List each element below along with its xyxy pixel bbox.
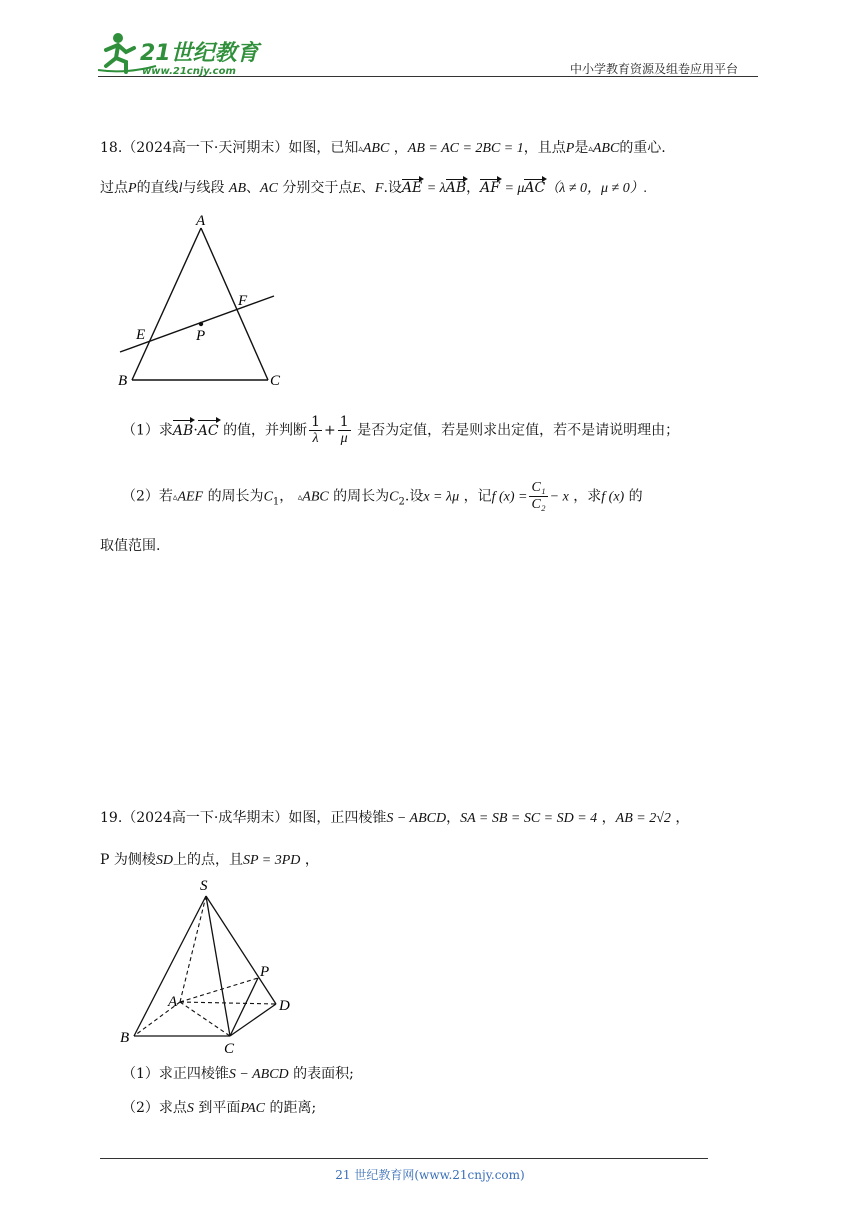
q18-triangle-abc: ABC: [302, 489, 329, 505]
q18-frac-mu: [338, 414, 351, 447]
q19-text: ，: [675, 810, 690, 826]
q18-point-p: P: [565, 141, 575, 156]
q18-part1: [122, 414, 679, 447]
q18-side-ac: [201, 228, 268, 380]
q19-edge-ad: [180, 1002, 276, 1004]
q19-edge-sd: SD: [155, 853, 173, 868]
q18-label-f: F: [238, 293, 248, 309]
q18-text: 的值，并判断: [223, 422, 308, 439]
triangle-icon: ▵: [588, 144, 593, 154]
q19-pyramid: S − ABCD: [228, 1067, 289, 1082]
q19-plane-pac: PAC: [240, 1101, 266, 1116]
q18-text: 是否为定值，若是则求出定值，若不是请说明理由；: [357, 422, 680, 439]
q18-text: ，: [279, 488, 294, 505]
q18-part2-label: （2）若: [122, 488, 173, 505]
logo-graphic: [96, 30, 266, 78]
q18-fx: f (x) =: [491, 489, 528, 505]
q19-part2-label: （2）求点: [122, 1100, 187, 1116]
q19-label-d: D: [279, 998, 290, 1014]
q18-label-b: B: [118, 373, 128, 389]
q18-nonzero-condition: （λ ≠ 0，μ ≠ 0）.: [545, 181, 648, 196]
q18-text: 、: [246, 180, 261, 196]
q18-text: 过点: [100, 180, 128, 196]
q18-text: 的周长为: [333, 488, 390, 505]
q19-label-b: B: [120, 1030, 130, 1046]
q18-text: 的直线: [136, 180, 179, 196]
q18-segment-ac: AC: [260, 181, 278, 196]
q19-text: 的距离;: [269, 1100, 317, 1116]
q18-label-e: E: [136, 327, 146, 343]
q19-text: P 为侧棱: [100, 852, 156, 868]
q18-frac-lambda: [309, 414, 322, 447]
header-platform-text: 中小学教育资源及组卷应用平台: [570, 62, 739, 76]
q19-point-s: S: [186, 1101, 194, 1116]
triangle-icon: ▵: [297, 492, 303, 503]
q19-edge-cd: [230, 1004, 276, 1036]
q18-part2-line2: 取值范围.: [100, 538, 161, 554]
q18-text: 的: [628, 488, 643, 505]
q18-line2: 过点P的直线l与线段 AB、AC 分别交于点E、F.设AE = λAB，AF = μAC（λ ≠ 0，μ ≠ 0）.: [100, 180, 648, 196]
q18-c1: C: [263, 489, 273, 505]
q18-frac-c: [529, 480, 547, 513]
q19-label-s: S: [200, 878, 208, 894]
q18-side-ab: [132, 228, 201, 380]
q18-text: 分别交于点: [282, 180, 353, 196]
logo-url: www.21cnjy.com: [142, 66, 236, 77]
q19-text: ，: [446, 810, 461, 826]
q19-segment-ap: [180, 978, 258, 1002]
q18-x-def: x = λμ: [423, 489, 460, 505]
q18-fx2: f (x): [601, 489, 625, 505]
q18-triangle-abc: ABC: [362, 141, 390, 156]
q18-segment-ab: AB: [228, 181, 247, 196]
q19-text: 上的点，且: [173, 852, 243, 868]
q19-text: 到平面: [198, 1100, 241, 1116]
q18-c2-sub: 2: [398, 496, 405, 508]
q19-edge-sc: [206, 896, 230, 1036]
q19-edge-sd-line: [206, 896, 276, 1004]
frac-num: 1: [311, 414, 320, 430]
frac-num: 1: [339, 414, 349, 430]
q19-label-c: C: [224, 1041, 235, 1057]
frac-num: C₁: [531, 480, 546, 495]
q18-vector-ab: AB: [445, 180, 467, 196]
frac-den: C₂: [531, 497, 546, 512]
q18-line1: 18.（2024高一下·天河期末）如图，已知▵ABC ，AB = AC = 2BC = 1，且点P是▵ABC的重心.: [100, 140, 666, 156]
q18-source: 18.（2024高一下·天河期末）如图，已知: [100, 140, 359, 156]
q18-text: ，且点: [523, 140, 566, 156]
q18-point-e: E: [352, 181, 361, 196]
q19-line2: [100, 850, 319, 871]
q19-segment-cp: [230, 978, 258, 1036]
q19-label-p: P: [260, 964, 270, 980]
frac-den: μ: [340, 431, 348, 446]
q19-edge-sa: [180, 896, 206, 1002]
q18-vector-ae: AE: [401, 180, 423, 196]
footer-link[interactable]: 21 世纪教育网(www.21cnjy.com): [335, 1168, 525, 1182]
q18-triangle-figure: [110, 208, 290, 393]
frac-den: λ: [312, 431, 319, 446]
triangle-icon: ▵: [358, 144, 363, 154]
q18-line-l: l: [178, 181, 183, 196]
q18-label-p: P: [196, 328, 206, 344]
q18-text: .设: [383, 180, 402, 196]
q18-part1-label: （1）求: [122, 422, 173, 439]
q18-point-p: P: [128, 181, 137, 196]
q18-point-f: F: [374, 181, 384, 196]
q18-text: 的周长为: [207, 488, 264, 505]
q18-eq-lambda: = λ: [426, 181, 446, 196]
q18-triangle-abc: ABC: [592, 141, 620, 156]
q18-triangle-aef: AEF: [177, 489, 204, 505]
footer-divider: [100, 1158, 708, 1159]
q19-text: ，: [601, 810, 616, 826]
q18-c1-sub: 1: [272, 496, 280, 508]
q19-part1-label: （1）求正四棱锥: [122, 1066, 229, 1082]
q18-part1-dot: ·: [193, 422, 198, 439]
triangle-icon: ▵: [172, 492, 178, 503]
q18-part2: [122, 480, 643, 514]
q18-plus: +: [323, 422, 336, 439]
q18-vector-ac: AC: [524, 180, 546, 196]
q18-part1-vector-ab: AB: [173, 419, 193, 443]
q19-part1: [122, 1064, 354, 1085]
q19-sp-pd: SP = 3PD: [243, 853, 301, 868]
q18-condition: AB = AC = 2BC = 1: [407, 141, 524, 156]
site-logo: [96, 30, 266, 78]
logo-text: 21世纪教育: [140, 41, 259, 66]
q18-part1-vector-ac: AC: [198, 419, 219, 443]
q18-c2: C: [389, 489, 399, 505]
q18-centroid-dot: [199, 322, 203, 326]
q19-pyramid: S − ABCD: [386, 811, 447, 826]
q19-ab: AB = 2√2: [615, 811, 671, 826]
q19-edge-sb: [134, 896, 206, 1036]
q18-text: ，记: [463, 488, 492, 505]
q18-text: 的重心.: [619, 140, 666, 156]
q19-edges: SA = SB = SC = SD = 4: [460, 811, 598, 826]
q19-source: 19.（2024高一下·成华期末）如图，正四棱锥: [100, 810, 387, 826]
header-divider: [98, 76, 758, 77]
q19-label-a: A: [168, 994, 178, 1010]
q19-line1: [100, 808, 689, 829]
q18-text: ，求: [573, 488, 602, 505]
q18-text: 与线段: [182, 180, 225, 196]
q18-minus-x: − x: [549, 489, 569, 505]
q18-vector-af: AF: [480, 180, 500, 196]
q19-text: 的表面积;: [293, 1066, 354, 1082]
q19-part2: [122, 1098, 316, 1119]
q19-diag-ac: [180, 1002, 230, 1036]
q18-text: 是: [574, 140, 589, 156]
q18-text: .设: [404, 488, 424, 505]
q18-eq-mu: = μ: [504, 181, 525, 196]
q19-text: ，: [304, 852, 319, 868]
q18-label-a: A: [196, 213, 206, 229]
q19-pyramid-figure: [112, 872, 302, 1057]
q18-label-c: C: [270, 373, 281, 389]
